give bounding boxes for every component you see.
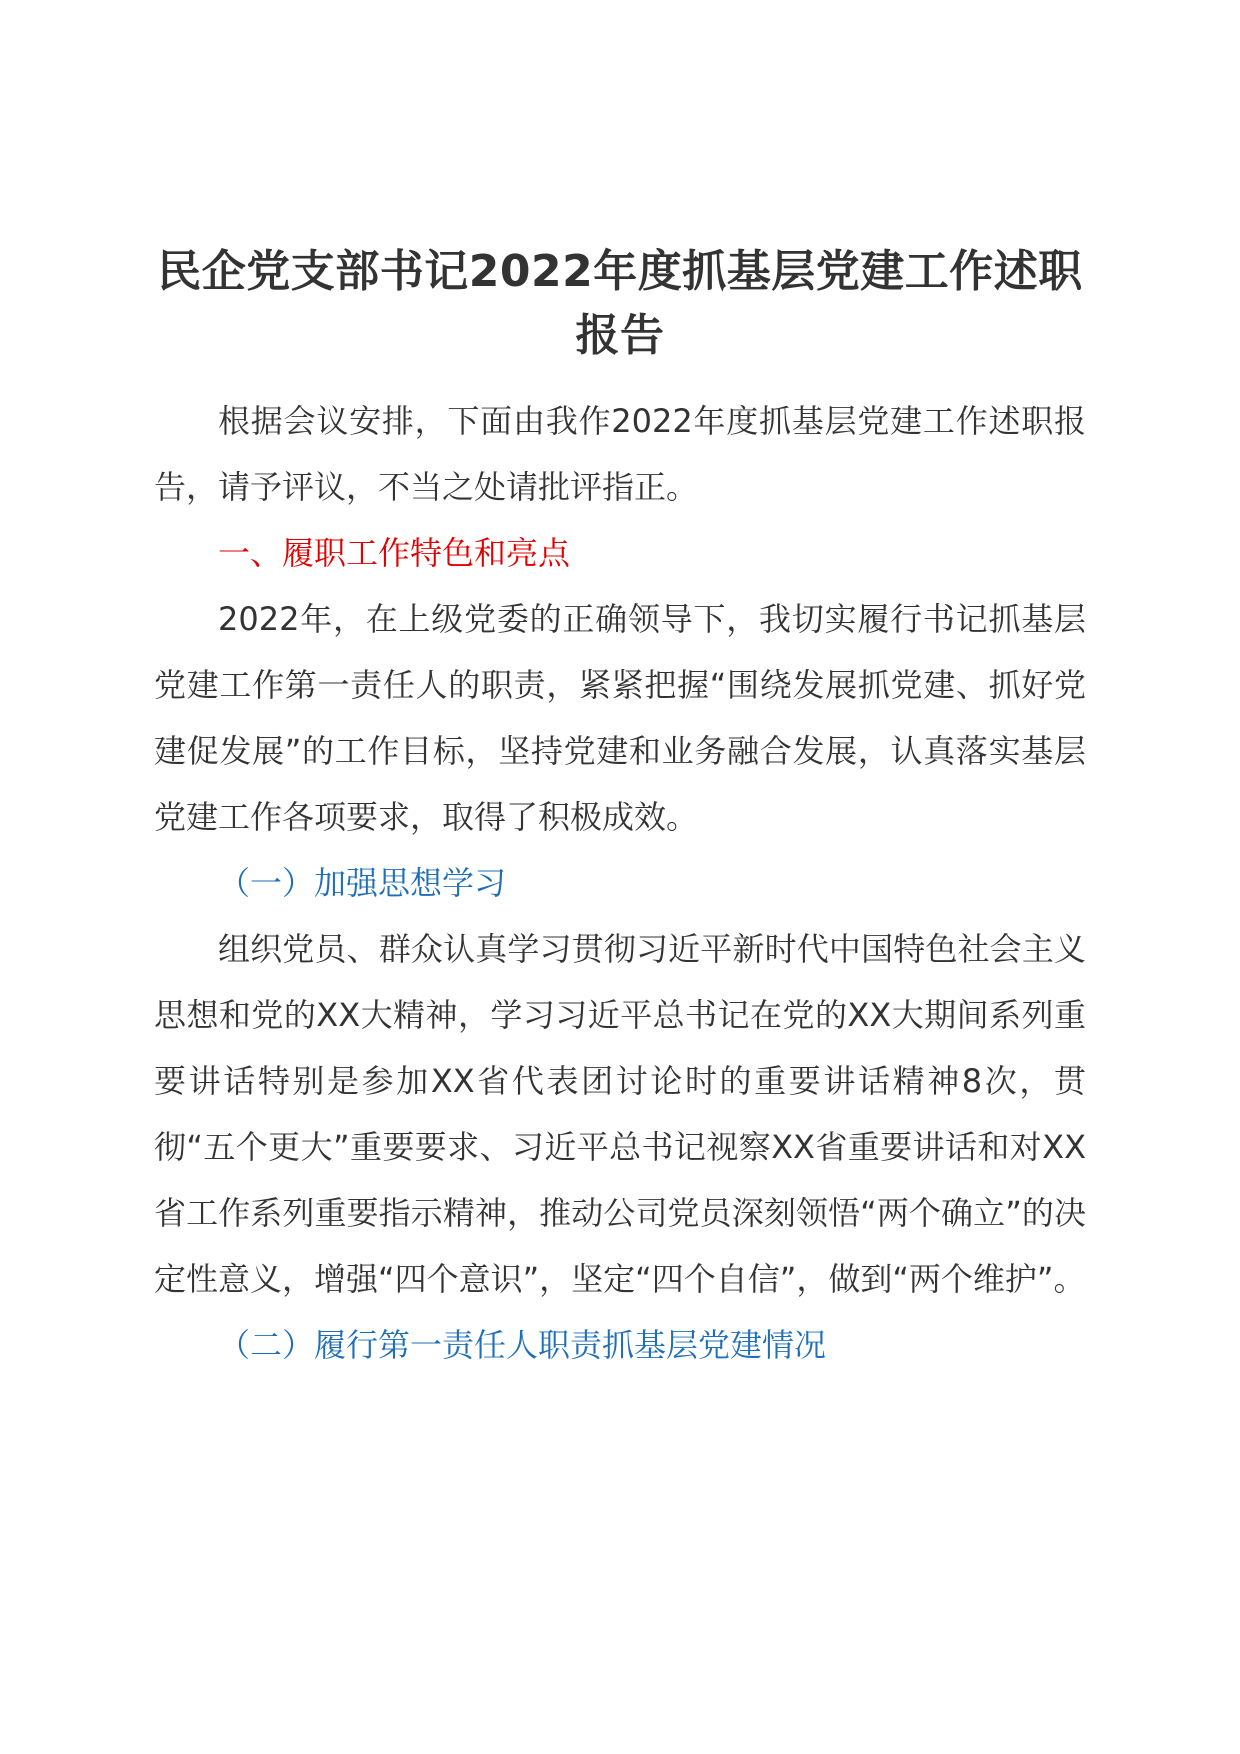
subsection-1-paragraph: 组织党员、群众认真学习贯彻习近平新时代中国特色社会主义思想和党的XX大精神，学习习近平总书记在党的XX大期间系列重要讲话特别是参加XX省代表团讨论时的重要讲话精神8次，贯彻“五个更大”重要要求、习近平总书记视察XX省重要讲话和对XX省工作系列重要指示精神，推动公司党员深刻领悟“两个确立”的决定性意义，增强“四个意识”，坚定“四个自信”，做到“两个维护”。 (154, 930, 1086, 1298)
subsection-heading-2: （二）履行第一责任人职责抓基层党建情况 (218, 1326, 827, 1364)
document-title: 民企党支部书记2022年度抓基层党建工作述职报告 (157, 246, 1083, 361)
subsection-heading-1: （一）加强思想学习 (218, 864, 507, 902)
section-heading-1: 一、履职工作特色和亮点 (218, 534, 571, 572)
section-1-paragraph: 2022年，在上级党委的正确领导下，我切实履行书记抓基层党建工作第一责任人的职责，紧紧把握“围绕发展抓党建、抓好党建促发展”的工作目标，坚持党建和业务融合发展，认真落实基层党建工作各项要求，取得了积极成效。 (154, 600, 1086, 836)
document-page (154, 240, 1086, 1378)
intro-paragraph: 根据会议安排，下面由我作2022年度抓基层党建工作述职报告，请予评议，不当之处请批评指正。 (154, 402, 1086, 506)
